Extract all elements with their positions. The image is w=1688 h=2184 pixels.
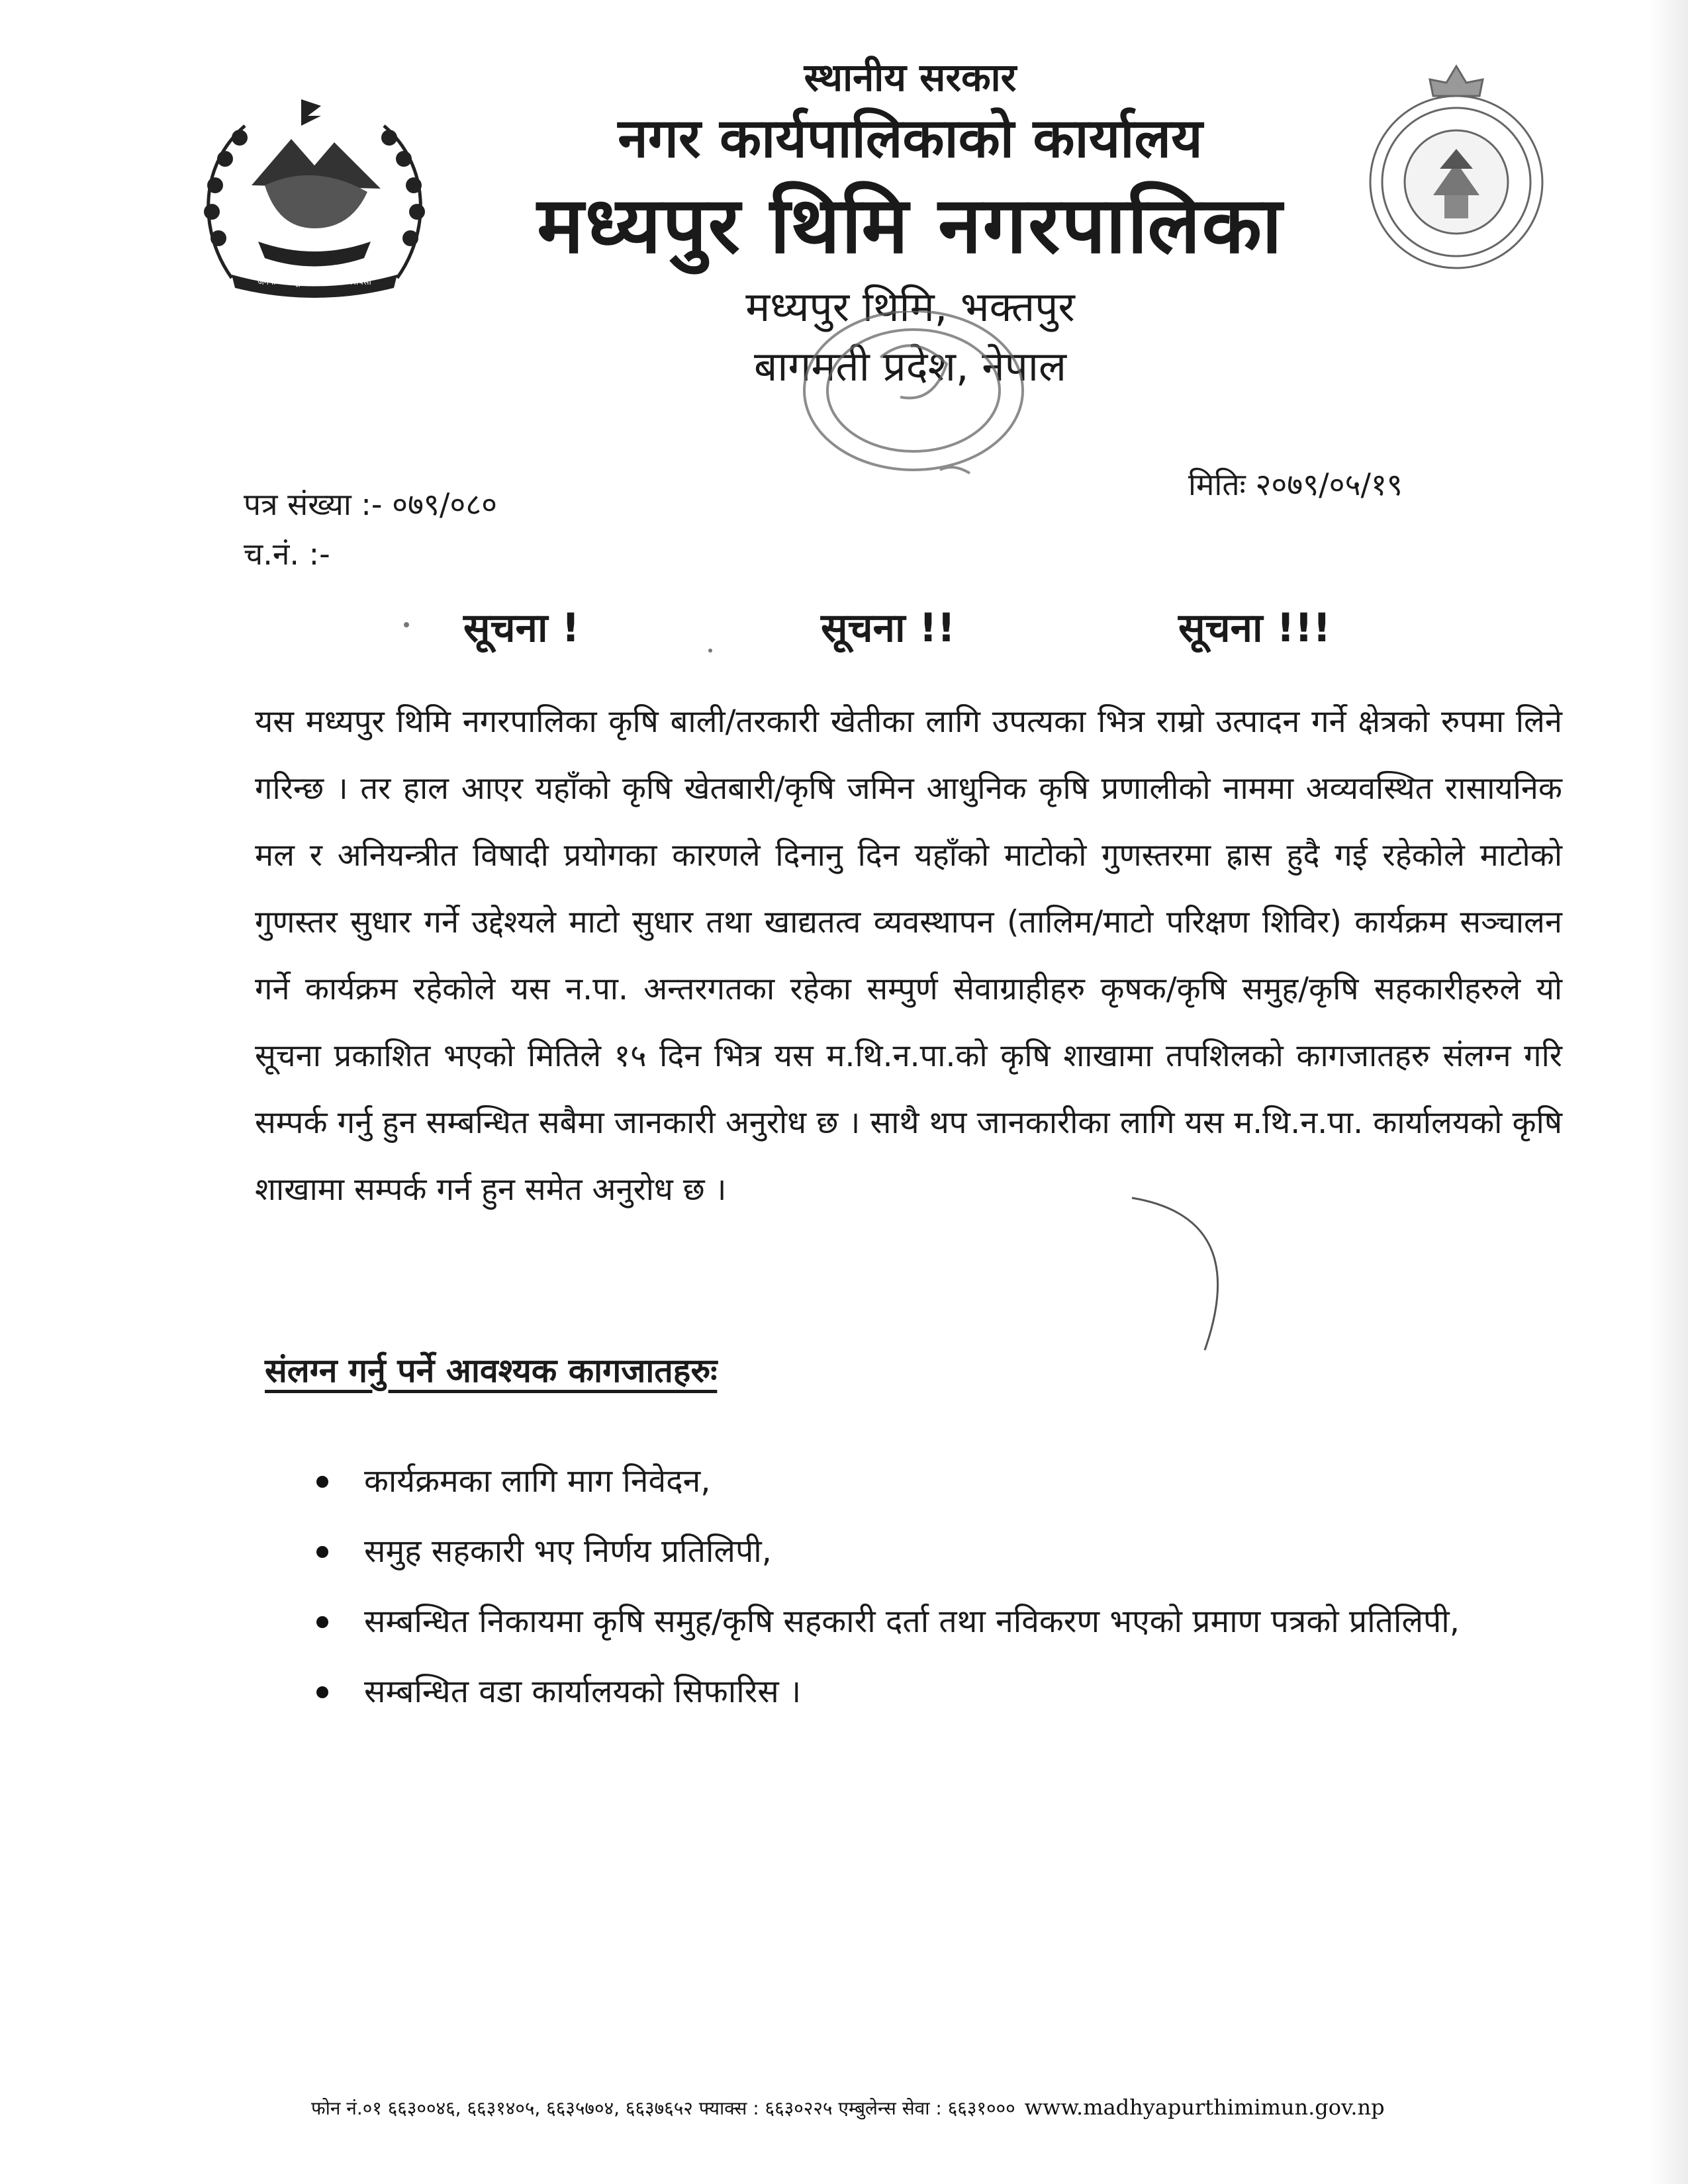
scan-speck [708, 649, 712, 653]
notice-heading-2: सूचना !! [821, 605, 956, 651]
notice-body: यस मध्यपुर थिमि नगरपालिका कृषि बाली/तरकारी खेतीका लागि उपत्यका भित्र राम्रो उत्पादन गर्ने क्षेत्रको रुपमा लिने गरिन्छ । तर हाल आएर यहाँको कृषि खेतबारी/कृषि जमिन आधुनिक कृषि प्रणालीको नाममा अव्यवस्थित रासायनिक मल र अनियन्त्रीत विषादी प्रयोगका कारणले दिनानु दिन यहाँको माटोको गुणस्तरमा ह्रास हुदै गई रहेकोले माटोको गुणस्तर सुधार गर्ने उद्देश्यले माटो सुधार तथा खाद्यतत्व व्यवस्थापन (तालिम/माटो परिक्षण शिविर) कार्यक्रम सञ्चालन गर्ने कार्यक्रम रहेकोले यस न.पा. अन्तरगतका रहेका सम्पुर्ण सेवाग्राहीहरु कृषक/कृषि समुह/कृषि सहकारीहरुले यो सूचना प्रकाशित भएको मितिले १५ दिन भित्र यस म.थि.न.पा.को कृषि शाखामा तपशिलको कागजातहरु संलग्न गरि सम्पर्क गर्नु हुन सम्बन्धित सबैमा जानकारी अनुरोध छ । साथै थप जानकारीका लागि यस म.थि.न.पा. कार्यालयको कृषि शाखामा सम्पर्क गर्न हुन समेत अनुरोध छ । [255, 704, 1562, 1208]
bullet-icon [316, 1476, 328, 1488]
document-item-text: सम्बन्धित वडा कार्यालयको सिफारिस । [364, 1673, 802, 1710]
required-documents-list [311, 1448, 1556, 1729]
header-municipality-name: मध्यपुर थिमि नगरपालिका [537, 179, 1284, 271]
pen-stroke-mark [1125, 1191, 1258, 1363]
document-item-text: समुह सहकारी भए निर्णय प्रतिलिपी, [364, 1533, 772, 1570]
bullet-icon [316, 1686, 328, 1698]
documents-heading: संलग्न गर्नु पर्ने आवश्यक कागजातहरुः [265, 1351, 718, 1390]
document-item-text: सम्बन्धित निकायमा कृषि समुह/कृषि सहकारी दर्ता तथा नविकरण भएको प्रमाण पत्रको प्रतिलिपी, [364, 1603, 1460, 1640]
address-line-1: मध्यपुर थिमि, भक्तपुर [745, 283, 1075, 331]
notice-heading-3: सूचना !!! [1178, 605, 1331, 651]
municipality-logo-icon [1357, 63, 1556, 275]
reference-number: पत्र संख्या :- ०७९/०८० [244, 486, 498, 522]
list-item [311, 1588, 1556, 1655]
letter-date: मितिः २०७९/०५/१९ [1188, 467, 1403, 502]
document-item-text: कार्यक्रमका लागि माग निवेदन, [364, 1463, 711, 1500]
list-item [311, 1448, 1556, 1514]
footer [311, 2095, 1385, 2120]
footer-contacts: फोन नं.०१ ६६३००४६, ६६३१४०५, ६६३५७०४, ६६३७६५२ फ्याक्स : ६६३०२२५ एम्बुलेन्स सेवा : ६६३१००० [311, 2097, 1015, 2119]
page-edge-shadow [1648, 0, 1688, 2184]
bullet-icon [316, 1616, 328, 1628]
footer-website: www.madhyapurthimimun.gov.np [1024, 2095, 1385, 2120]
list-item [311, 1659, 1556, 1725]
list-item [311, 1518, 1556, 1584]
emblem-motto: जननी जन्मभूमिश्च स्वर्गादपि गरीयसी [258, 277, 371, 287]
office-stamp-icon [781, 311, 1046, 503]
scan-speck [404, 622, 409, 627]
dispatch-number: च.नं. :- [244, 536, 330, 572]
bullet-icon [316, 1546, 328, 1558]
header-office: नगर कार्यपालिकाको कार्यालय [618, 107, 1203, 170]
header-local-government: स्थानीय सरकार [804, 55, 1017, 100]
address-line-2: बागमती प्रदेश, नेपाल [753, 342, 1067, 390]
nepal-emblem-icon [192, 86, 437, 304]
notice-heading-1: सूचना ! [463, 605, 580, 651]
